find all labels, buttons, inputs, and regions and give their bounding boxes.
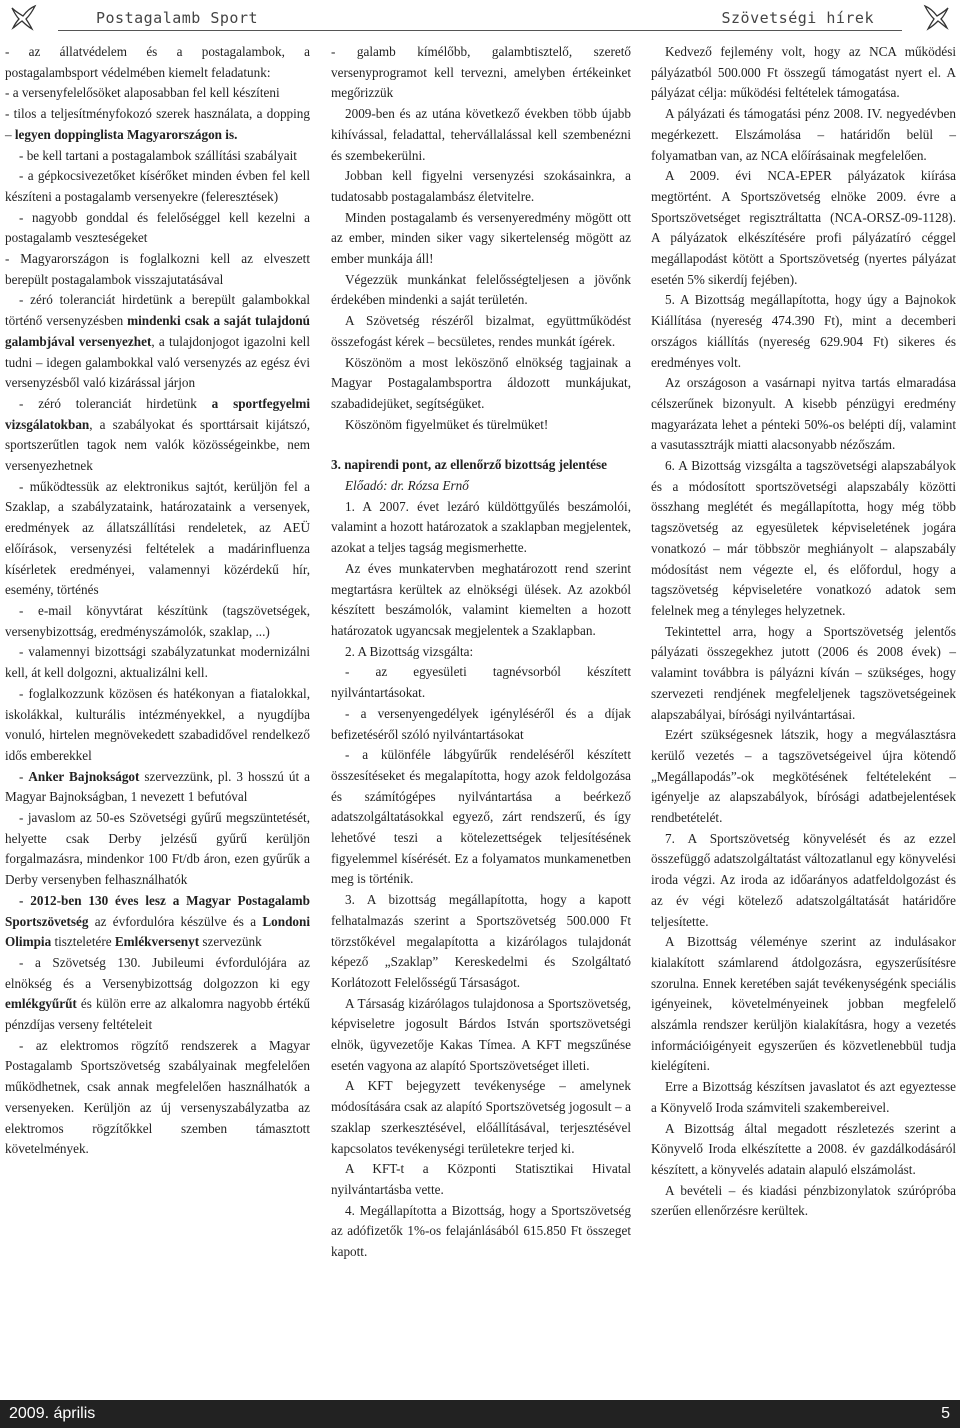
paragraph: Erre a Bizottság készítsen javaslatot és azt egyeztesse a Könyvelő Iroda számviteli szakembereivel. [651,1079,956,1115]
paragraph: Ezért szükségesnek látszik, hogy a megválasztásra kerülő vezetés – a tagszövetségeivel újra kötendő „Megállapodás”-ok megkötésének feltételeként – igényelje az alapszabályok, bírósági adatbejelentések rendbetételét. [651,727,956,826]
issue-date: 2009. április [9,1405,96,1422]
paragraph: A 2009. évi NCA-EPER pályázatok kiírása megtörtént. A Sportszövetség elnöke 2009. évre a Sportszövetséget regisztráltatta (NCA-ORSZ-09-1128). A pályázatok elkészítésére profi pályázatíró céggel megállapodást kötött a Sportszövetség (nyertes pályázat esetén 5% sikerdíj fejében). [651,168,956,287]
column-right [651,42,956,1222]
paragraph: 2009-ben és az utána következő években több újabb kihívással, feladattal, tehervállalással kell szembenézni és szembekerülni. [331,106,631,163]
paragraph: - zéró toleranciát hirdetünk a berepült galambokkal történő versenyzésben mindenki csak a saját tulajdonú galambjával versenyezhet, a tulajdonjogot igazolni kell tudni – idegen galambokkal való versenyzés az egész évi versenyzésből való kizárással járjon [5,292,311,391]
paragraph: 6. A Bizottság vizsgálta a tagszövetségi alapszabályok és a módosított sportszövetségi alapszabály közötti összhang meglétét és megállapította, hogy még több tagszövetség az egyesületek képviseletének jogára vonatkozó – már többször meghiányolt – alapszabály módosítást nem végezte el, és előfordul, hogy a tagszövetség képviseletére vonatkozó adatok sem felelnek meg a tényleges helyzetnek. [651,458,956,618]
column-middle [331,42,631,1263]
paragraph: - galamb kímélőbb, galambtisztelő, szerető versenyprogramot kell tervezni, amelyben értékeinket megőrizzük [331,44,631,101]
paragraph: - be kell tartani a postagalambok szállítási szabályait [19,147,297,163]
paragraph: - működtessük az elektronikus sajtót, kerüljön fel a Szaklap, a szabályzataink, határozataink a versenyek, eredmények az állatszállítási rendeletek, az AEÜ előírások, versenyzési feltételek a madárinfluenza kísérletek eredményei, valamennyi közérdekű hír, esemény, történés [5,478,310,598]
paragraph: 2. A Bizottság vizsgálta: [345,643,474,659]
section-heading: 3. napirendi pont, az ellenőrző bizottság jelentése [331,457,607,473]
paragraph: A Társaság kizárólagos tulajdonosa a Sportszövetség, képviseletre jogosult Bárdos István sportszövetségi elnök, ügyvezetője Kakas Tímea. A KFT megszűnése esetén vagyona az alapító Sportszövetséget illeti. [331,995,631,1073]
paragraph: - az egyesületi tagnévsorból készített nyilvántartásokat. [331,664,631,701]
paragraph: 3. A bizottság megállapította, hogy a kapott felhatalmazás szerint a Sportszövetség 500.000 Ft törzstőkével megalapította a kizárólagos tulajdonát képező „Szaklap” Kereskedelmi és Szolgáltató Korlátozott Felelősségű Társaságot. [331,892,631,990]
paragraph: - zéró toleranciát hirdetünk a sportfegyelmi vizsgálatokban, a szabályokat és sporttársait kijátszó, sportszerűtlen tagok nem valók közösségeinkbe, nem versenyezhetnek [5,395,310,474]
paragraph: A KFT-t a Központi Statisztikai Hivatal nyilvántartásba vette. [331,1161,631,1197]
paragraph: 1. A 2007. évet lezáró küldöttgyűlés beszámolói, valamint a hozott határozatok a szaklapban megjelentek, azokat a teljes tagság megismerhette. [331,498,631,556]
paragraph: Az éves munkatervben meghatározott rend szerint megtartásra kerültek az elnökségi ülések. Az azokból készített beszámolók, valamint kiemelten a hozott határozatok ugyancsak megjelentek a Szaklapban. [331,560,631,638]
paragraph: Tekintettel arra, hogy a Sportszövetség jelentős pályázati összegekhez jutott (2006 és 2008 évek) – valamint továbbra is pályázni kíván – szükséges, hogy szervezeti rendjének megfeleljenek tagszövetségeinek alapszabályai, bírósági nyilvántartásai. [651,623,956,722]
paragraph: - e-mail könyvtárat készítünk (tagszövetségek, versenybizottság, eredményszámolók, szaklap, ...) [5,602,310,639]
paragraph: 4. Megállapította a Bizottság, hogy a Sportszövetség az adófizetők 1%-os felajánlásából 615.850 Ft összeget kapott. [331,1202,631,1260]
paragraph: Jobban kell figyelni versenyzési szokásainkra, a tudatosabb postagalambász életvitelre. [331,168,631,204]
dove-logo-icon [8,2,38,32]
paragraph: - a különféle lábgyűrűk rendeléséről készített összesítéseket és megalapította, hogy azok feldolgozása és számítógépes nyilvántartása a beérkező adatszolgáltatásokkal egyező, zárt rendszerű, és így lehetővé teszi a kötelezettségek teljesítésének figyelemmel kísérését. Ez a folyamatos munkamenetben meg is történik. [331,747,631,887]
paragraph: Köszönöm figyelmüket és türelmüket! [345,416,549,432]
paragraph: Végezzük munkánkat felelősségteljesen a jövőnk érdekében mindenki a saját területén. [331,271,631,308]
paragraph: - javaslom az 50-es Szövetségi gyűrű megszüntetését, helyette csak Derby jelzésű gyűrű kerüljön forgalmazásra, mindenkor 100 Ft/db áron, ezen gyűrűk a Derby versenyben felhasználhatók [5,810,310,888]
paragraph: - tilos a teljesítményfokozó szerek használata, a dopping – legyen doppinglista Magyarországon is. [5,106,310,142]
column-left [5,42,310,1160]
paragraph: - az állatvédelem és a postagalambok, a postagalambsport védelmében kiemelt feladatunk: [5,44,310,80]
paragraph: A Bizottság által megadott részletezés szerint a Könyvelő Iroda elkészítette a 2008. év gazdálkodásáról készített, a könyvelés adatain alapuló elszámolást. [651,1120,956,1177]
paragraph: - 2012-ben 130 éves lesz a Magyar Postagalamb Sportszövetség az évfordulóra készülve és a Londoni Olimpia tiszteletére Emlékversenyt szervezünk [5,892,310,950]
paragraph: - nagyobb gonddal és felelőséggel kell kezelni a postagalamb veszteségeket [5,209,310,246]
paragraph: - a Szövetség 130. Jubileumi évfordulójára az elnökség és a Versenybizottság dolgozzon ki egy emlékgyűrűt és külön erre az alkalomra nagyobb értékű pénzdíjas verseny feltételeit [5,954,310,1033]
paragraph: - a versenyfelelősöket alaposabban fel kell készíteni [5,85,280,101]
paragraph: A pályázati és támogatási pénz 2008. IV. negyedévben megérkezett. Elszámolása – határidőn belül – folyamatban van, az NCA előírásainak megfelelően. [651,106,956,163]
paragraph: - a gépkocsivezetőket kísérőket minden évben fel kell készíteni a postagalamb versenyekre (feleresztések) [5,168,310,204]
paragraph: 5. A Bizottság megállapította, hogy úgy a Bajnokok Kiállítása (nyereség 474.390 Ft), mint a decemberi országos kiállítás (nyereség 629.904 Ft) sikeres és eredményes volt. [651,292,956,370]
page-header [0,0,960,34]
header-rule [58,30,902,31]
page-number: 5 [941,1405,950,1422]
paragraph: A Bizottság véleménye szerint az indulásakor kialakított számlarend átdolgozásra, egyszerűsítésre szorulna. Ennek keretében saját tevékenységénk speciális igényeinek, követelményeinek jobban megfelelő alszámla rendszer kerüljön kialakításra, hogy a vezetés információigényeit egyszerűen és közvetlenebbül tudja kielégíteni. [651,934,956,1074]
paragraph: 7. A Sportszövetség könyvelését és az ezzel összefüggő adatszolgáltatást változatlanul egy könyvelési iroda végzi. Az iroda az időarányos adatfeldolgozást és az év végi kötelező adatszolgáltatását határidőre teljesítette. [651,830,956,929]
paragraph: - Anker Bajnokságot szervezzünk, pl. 3 hosszú út a Magyar Bajnokságban, 1 nevezett 1 befutóval [5,768,310,805]
paragraph: - foglalkozzunk közösen és hatékonyan a fiatalokkal, iskolákkal, kulturális intézményekkel, a nyugdíjba vonuló, hirtelen megnövekedett szabadidővel rendelkező idős emberekkel [5,685,310,763]
paragraph: - az elektromos rögzítő rendszerek a Magyar Postagalamb Sportszövetség szabályainak megfelelően működhetnek, csak annak megfelelően használhatók a versenyeken. Kerüljön az új versenyszabályzatba az elektromos rögzítőkkel szemben támasztott követelmények. [5,1037,310,1157]
paragraph: Az országoson a vasárnapi nyitva tartás elmaradása célszerűnek bizonyult. A kisebb pénzügyi eredmény magyarázata lehet a pénteki 50%-os belépti díj, valamint a vasutassztrájk miatti alacsonyabb nézőszám. [651,375,956,453]
paragraph: - a versenyengedélyek igényléséről és a díjak befizetéséről szóló nyilvántartásokat [331,705,631,742]
dove-logo-icon [922,2,952,32]
presenter-line: Előadó: dr. Rózsa Ernő [345,478,469,494]
section-title: Szövetségi hírek [721,9,874,27]
paragraph: A Szövetség részéről bizalmat, együttműködést összefogást kérek – becsületes, rendes munkát ígérek. [331,313,631,349]
paragraph: - valamennyi bizottsági szabályzatunkat modernizálni kell, át kell dolgozni, aktualizálni kell. [5,644,310,681]
paragraph: A bevételi – és kiadási pénzbizonylatok szúrópróba szerűen ellenőrzésre kerültek. [651,1182,956,1219]
paragraph: A KFT bejegyzett tevékenysége – amelynek módosítására csak az alapító Sportszövetség jogosult – a szaklap szerkesztésével, előállításával, terjesztésével kapcsolatos tevékenységi területekre terjed ki. [331,1078,631,1156]
paragraph: Minden postagalamb és versenyeredmény mögött ott az ember, minden siker vagy sikertelenség mögött az ember munkája áll! [331,209,631,267]
paragraph: Kedvező fejlemény volt, hogy az NCA működési pályázatból 500.000 Ft összegű támogatást nyert el. A pályázat célja: működési feltételek támogatása. [651,44,956,101]
publication-title: Postagalamb Sport [96,9,259,27]
page-footer [0,1400,960,1428]
paragraph: - Magyarországon is foglalkozni kell az elveszett berepült postagalambok visszajutatásával [5,251,310,287]
paragraph: Köszönöm a most leköszönő elnökség tagjainak a Magyar Postagalambsportra áldozott munkájukat, szabadidejüket, segítségüket. [331,354,631,411]
